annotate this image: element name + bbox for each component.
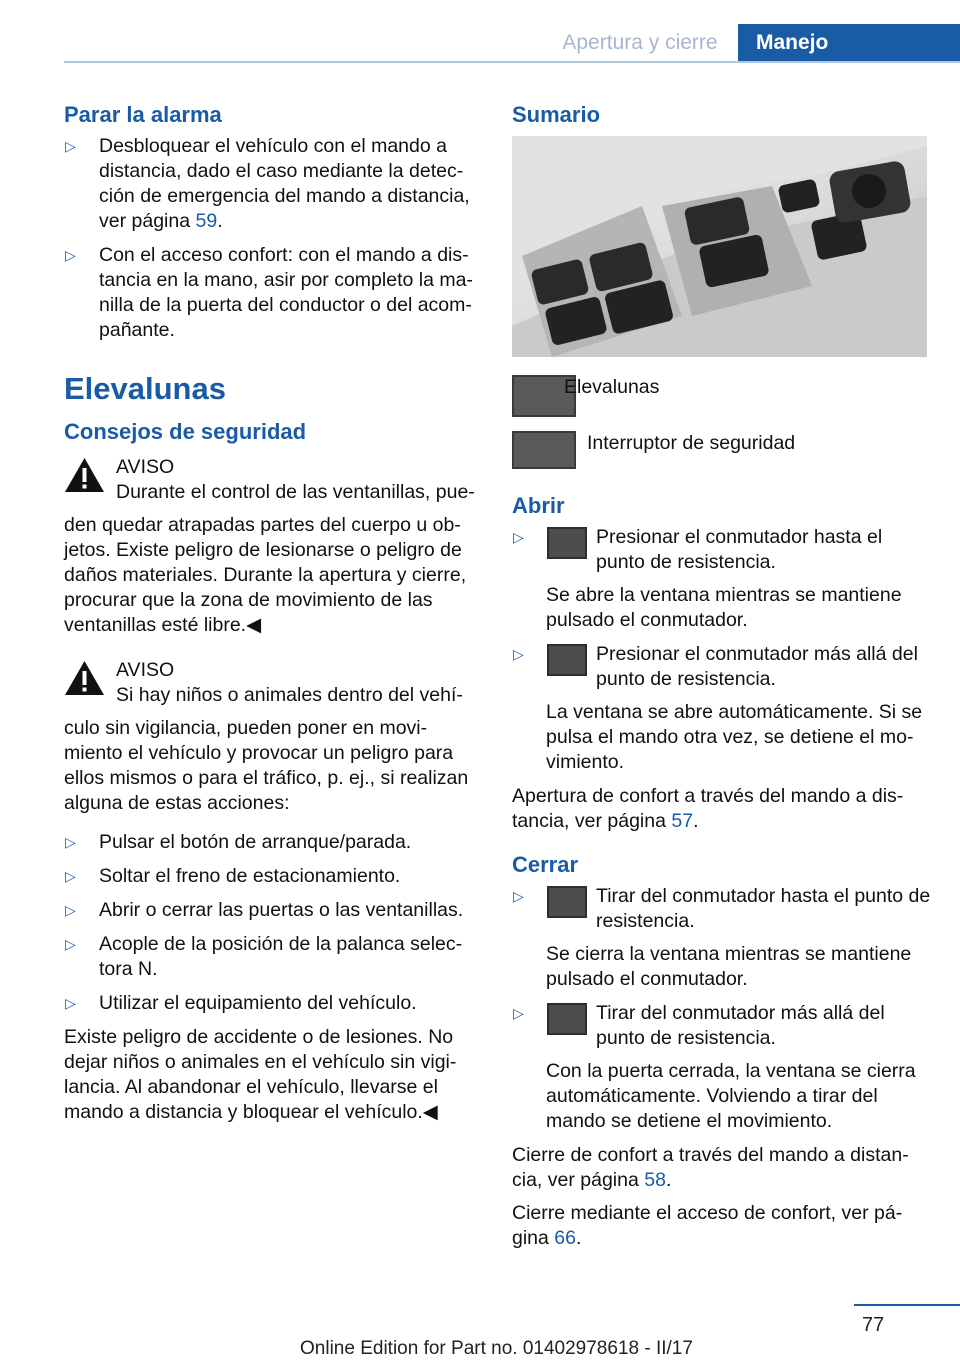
warning-triangle-icon [64,457,105,493]
safety-title: Consejos de seguridad [64,419,307,444]
legend-label: Interruptor de seguridad [587,432,796,454]
window-switch-icon [547,886,587,918]
page-link[interactable]: 59 [195,210,218,232]
bullet-triangle-icon: ▷ [513,646,524,662]
page-link[interactable]: 58 [644,1169,666,1191]
warning-text: culo sin vigilancia, pueden poner en movi‐miento el vehículo y provocar un peligro para ellos mismos o para el tráfico, p. ej., si realizan alguna de estas acciones: [64,717,469,814]
page-number: 77 [862,1314,885,1336]
page-link[interactable]: 57 [671,810,694,832]
warning-text-first: Si hay niños o animales dentro del vehí‐ [116,684,463,706]
warning-block [64,658,478,708]
list-item: ▷ Utilizar el equipamiento del vehículo. [65,992,417,1014]
stop-alarm-title: Parar la alarma [64,102,222,127]
window-switch-icon [547,1003,587,1035]
left-column [64,100,478,1133]
bullet-triangle-icon: ▷ [65,868,76,884]
close-access-text: Cierre mediante el acceso de confort, ver pá‐gina 66. [512,1202,903,1249]
warning-closing-text: Existe peligro de accidente o de lesiones. No dejar niños o animales en el vehículo sin vigi‐lancia. Al abandonar el vehículo, llevarse el mando a distancia y bloquear el vehículo.◀ [64,1026,457,1123]
list-item: ▷ Pulsar el botón de arranque/parada. [65,831,412,853]
stop-alarm-list [64,134,478,343]
open-title: Abrir [512,493,565,518]
edition-footer: Online Edition for Part no. 01402978618 - II/17 [300,1338,693,1359]
window-switch-icon [547,527,587,559]
list-item: ▷ Con el acceso confort: con el mando a dis‐tancia en la mano, asir por completo la ma‐nilla de la puerta del conductor o del acom‐pañante. [65,244,473,341]
safety-switch-icon [512,431,576,469]
action-list [64,830,478,1016]
list-item: ▷ Desbloquear el vehículo con el mando a distancia, dado el caso mediante la detec‐ción de emergencia del mando a distancia, ver página 59. [65,135,470,232]
header-section-tab[interactable]: Apertura y cierre [562,31,718,54]
legend-window [512,375,932,427]
bullet-triangle-icon: ▷ [513,888,524,904]
legend-safety [512,431,932,483]
header-chapter-tab[interactable]: Manejo [738,24,960,62]
list-item: ▷ Tirar del conmutador hasta el punto de resistencia. Se cierra la ventana mientras se mantiene pulsado el conmutador. [513,885,931,990]
bullet-triangle-icon: ▷ [65,138,76,154]
page-link[interactable]: 66 [554,1227,576,1249]
list-item: ▷ Presionar el conmutador hasta el punto de resistencia. Se abre la ventana mientras se mantiene pulsado el conmutador. [513,526,902,631]
footer-divider [854,1304,960,1306]
warning-label: AVISO [116,456,175,478]
open-comfort-text: Apertura de confort a través del mando a dis‐tancia, ver página 57. [512,785,904,832]
header-divider [64,61,960,63]
right-column [512,100,932,1259]
warning-label: AVISO [116,659,175,681]
list-item: ▷ Soltar el freno de estacionamiento. [65,865,401,887]
close-title: Cerrar [512,852,579,877]
bullet-triangle-icon: ▷ [513,529,524,545]
warning-triangle-icon [64,660,105,696]
bullet-triangle-icon: ▷ [65,247,76,263]
list-item: ▷ Acople de la posición de la palanca selec‐tora N. [65,933,463,980]
window-section-title: Elevalunas [64,371,226,406]
bullet-triangle-icon: ▷ [513,1005,524,1021]
close-comfort-text: Cierre de confort a través del mando a distan‐cia, ver página 58. [512,1144,909,1191]
close-list [512,884,932,1134]
warning-text-first: Durante el control de las ventanillas, pue‐ [116,481,475,503]
window-switch-icon [547,644,587,676]
warning-block [64,455,478,505]
list-item: ▷ Abrir o cerrar las puertas o las ventanillas. [65,899,464,921]
bullet-triangle-icon: ▷ [65,936,76,952]
overview-title: Sumario [512,102,601,127]
legend-label: Elevalunas [564,376,660,398]
bullet-triangle-icon: ▷ [65,902,76,918]
list-item: ▷ Tirar del conmutador más allá del punto de resistencia. Con la puerta cerrada, la ventana se cierra automáticamente. Volviendo a tirar del mando se detiene el movimiento. [513,1002,916,1132]
bullet-triangle-icon: ▷ [65,995,76,1011]
open-list [512,525,932,775]
window-switch-illustration [512,136,927,357]
warning-text: den quedar atrapadas partes del cuerpo u ob‐jetos. Existe peligro de lesionarse o peligro de daños materiales. Durante la apertura y cierre, procurar que la zona de movimiento de las ventanillas esté libre.◀ [64,514,467,636]
window-switch-photo [512,136,927,357]
list-item: ▷ Presionar el conmutador más allá del punto de resistencia. La ventana se abre automáticamente. Si se pulsa el mando otra vez, se detiene el mo‐vimiento. [513,643,923,773]
bullet-triangle-icon: ▷ [65,834,76,850]
